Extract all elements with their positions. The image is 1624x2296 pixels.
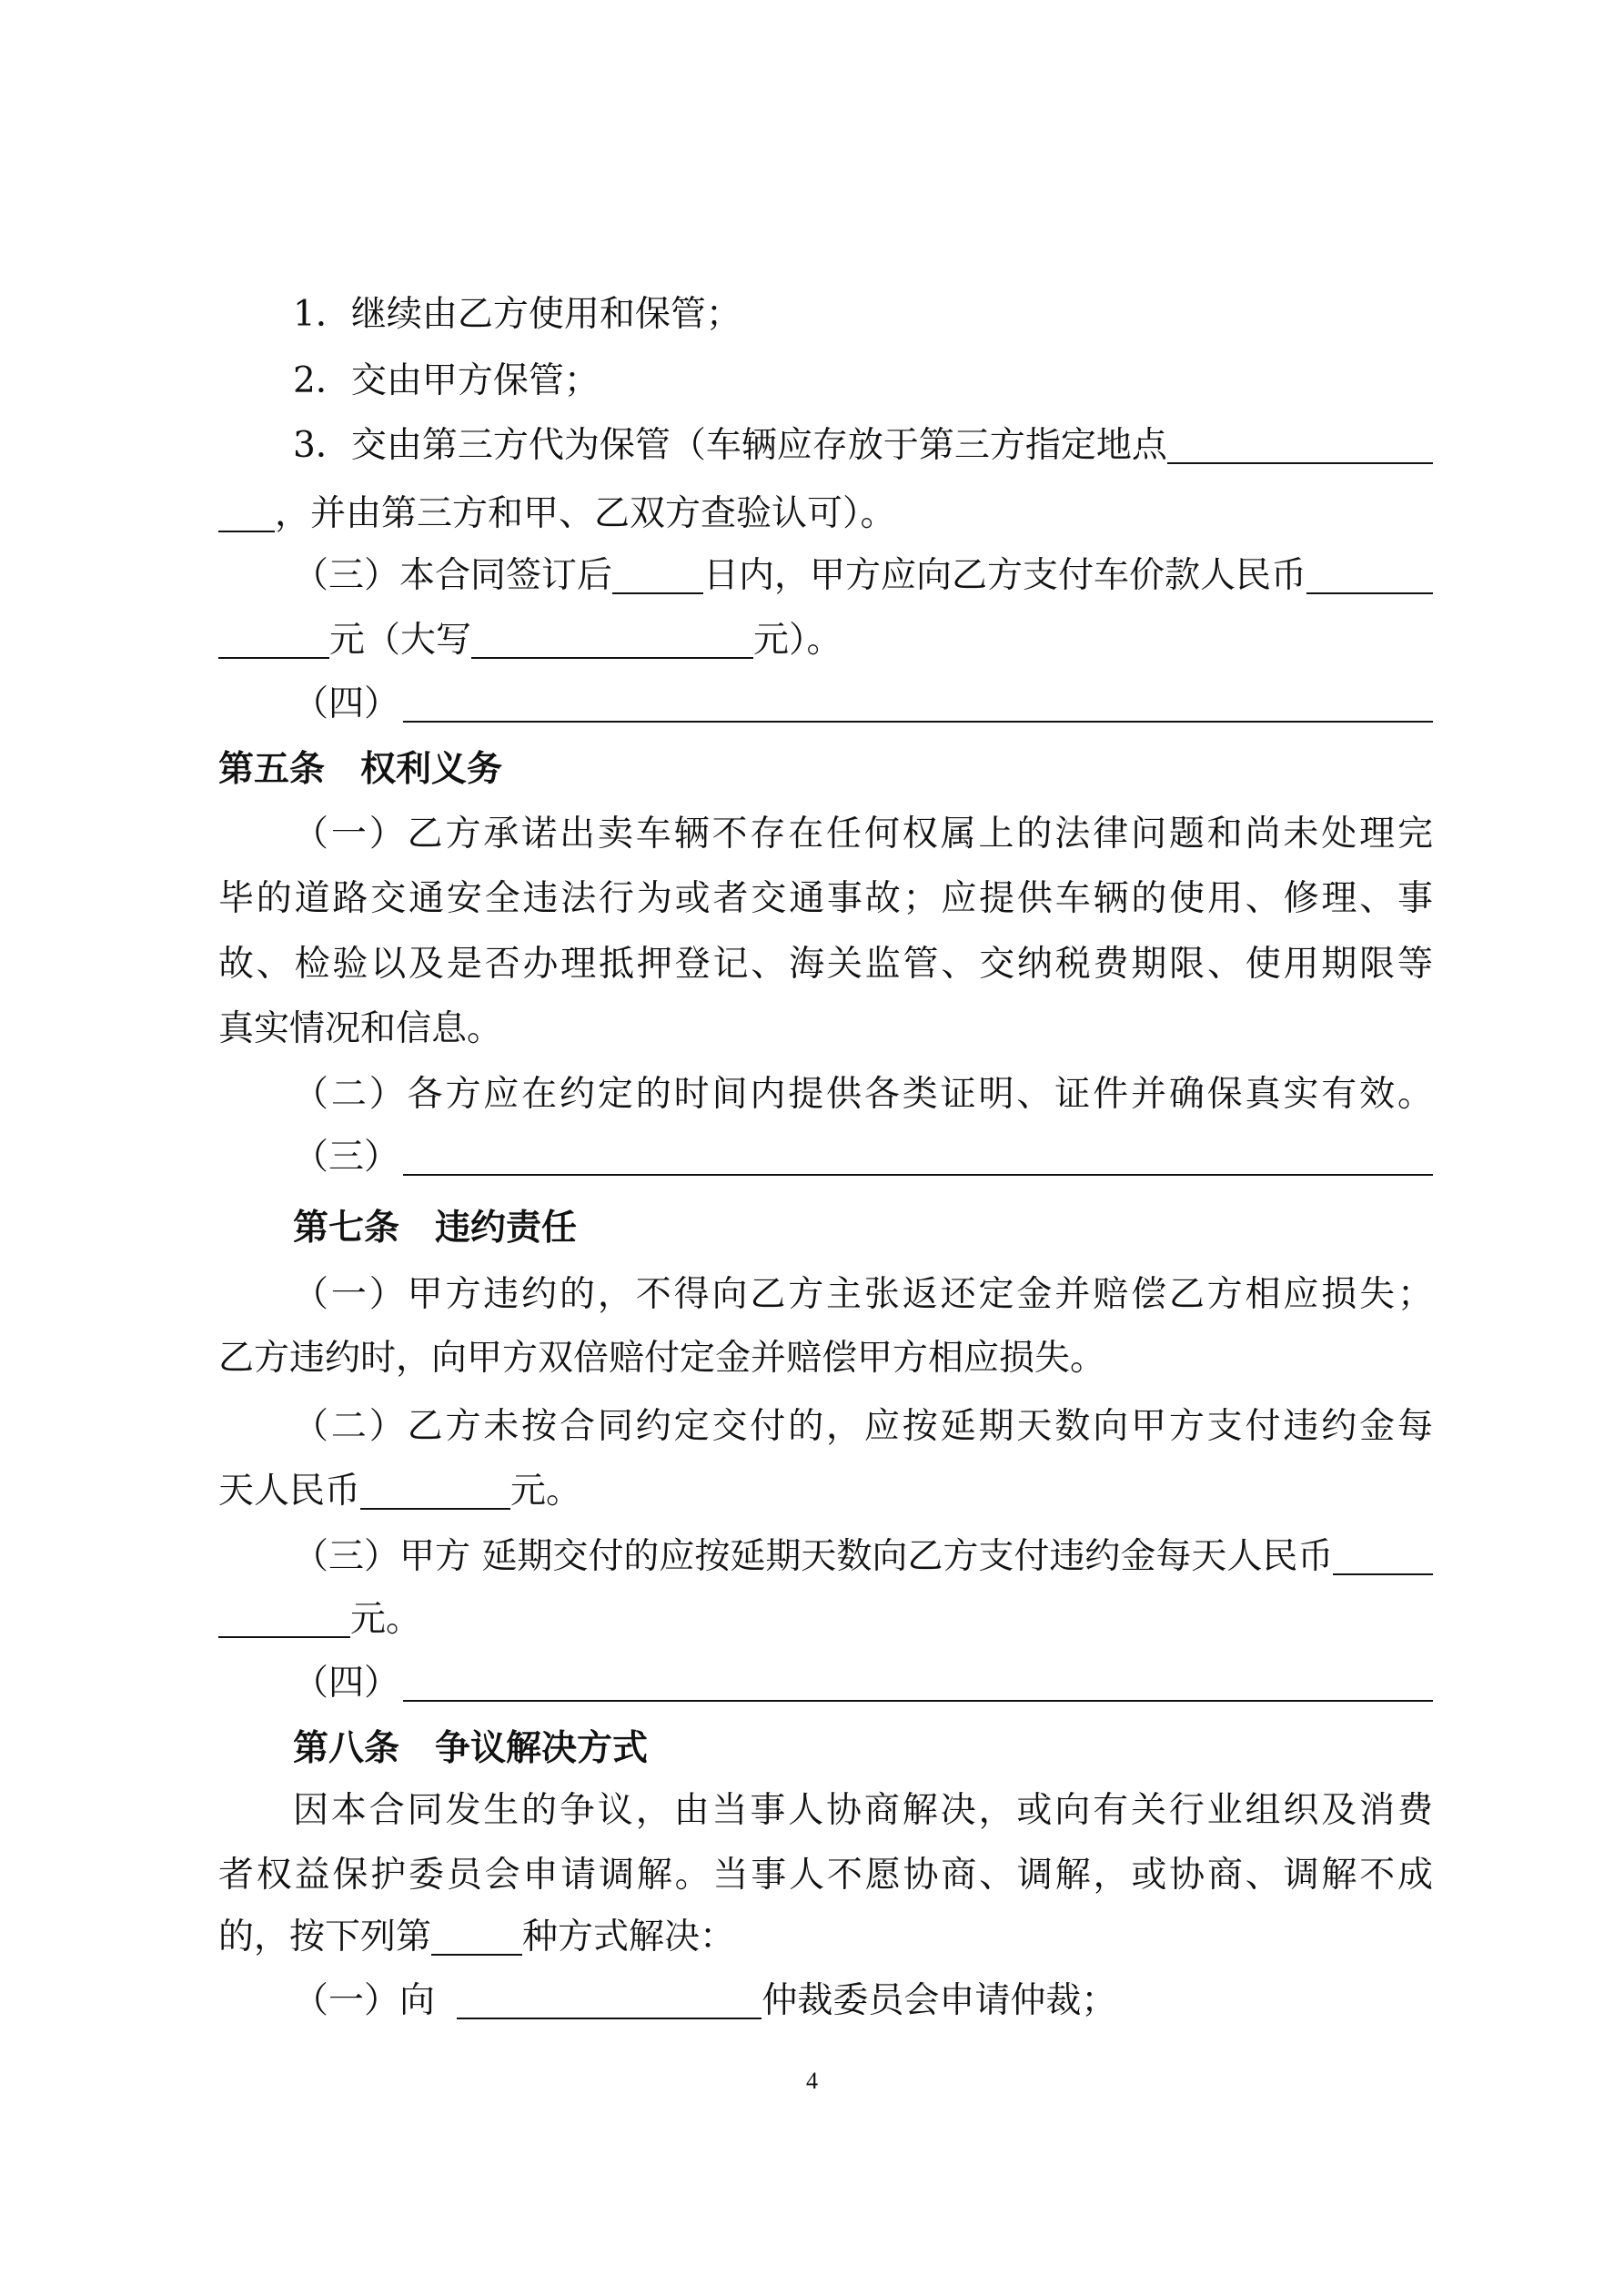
paragraph: （一）乙方承诺出卖车辆不存在任何权属上的法律问题和尚未处理完 (293, 814, 1433, 855)
clause-4-3-cont (218, 617, 1433, 664)
text: 3．交由第三方代为保管（车辆应存放于第三方指定地点 (293, 425, 1167, 466)
paragraph: 故、检验以及是否办理抵押登记、海关监管、交纳税费期限、使用期限等 (218, 944, 1433, 985)
paragraph: （二）乙方未按合同约定交付的，应按延期天数向甲方支付违约金每 (293, 1406, 1433, 1447)
heading: 第七条 违约责任 (293, 1208, 578, 1249)
penalty-blank[interactable] (360, 1472, 510, 1510)
item-3-cont (218, 491, 1433, 538)
paragraph: 毕的道路交通安全违法行为或者交通事故；应提供车辆的使用、修理、事 (218, 878, 1433, 919)
article-8-heading (293, 1725, 1433, 1773)
price-words-blank[interactable] (471, 621, 753, 659)
item-1 (293, 291, 1433, 339)
text: 元（大写 (329, 620, 472, 661)
fill-blank[interactable] (403, 684, 1433, 723)
price-blank[interactable] (1306, 556, 1433, 594)
arbitration-blank[interactable] (457, 1981, 762, 2019)
heading: 第八条 争议解决方式 (293, 1728, 649, 1769)
fill-blank[interactable] (403, 1138, 1433, 1176)
paragraph (218, 1335, 1433, 1382)
clause-4-3 (293, 552, 1433, 600)
text: 元。 (510, 1471, 582, 1512)
clause-8-1 (293, 1977, 1433, 2025)
text: （三）本合同签订后 (293, 555, 613, 596)
text: 2．交由甲方保管； (293, 360, 600, 401)
text: 仲裁委员会申请仲裁； (762, 1980, 1117, 2021)
fill-blank[interactable] (403, 1664, 1433, 1702)
price-blank[interactable] (218, 621, 329, 659)
days-blank[interactable] (612, 556, 703, 594)
clause-7-2-cont (218, 1468, 1433, 1515)
page-number: 4 (806, 2068, 818, 2094)
text: 乙方违约时，向甲方双倍赔付定金并赔偿甲方相应损失。 (218, 1338, 1106, 1379)
text: （三） (293, 1137, 400, 1178)
article-7-heading (293, 1205, 1433, 1252)
paragraph: （二）各方应在约定的时间内提供各类证明、证件并确保真实有效。 (293, 1074, 1433, 1115)
paragraph: 者权益保护委员会申请调解。当事人不愿协商、调解，或协商、调解不成 (218, 1855, 1433, 1896)
paragraph: 因本合同发生的争议，由当事人协商解决，或向有关行业组织及消费 (293, 1790, 1433, 1831)
text: ，并由第三方和甲、乙双方查验认可）。 (275, 493, 896, 534)
clause-7-3 (293, 1533, 1433, 1581)
text: 种方式解决： (522, 1917, 736, 1957)
text: （三）甲方 延期交付的应按延期天数向乙方支付违约金每天人民币 (293, 1536, 1334, 1577)
clause-7-3-cont (218, 1596, 1433, 1644)
item-2 (293, 358, 1433, 405)
text: 天人民币 (218, 1471, 361, 1512)
text: 1．继续由乙方使用和保管； (293, 294, 741, 335)
text: 元）。 (753, 620, 842, 661)
clause-7-4 (293, 1660, 1433, 1707)
text: 元。 (350, 1599, 422, 1640)
fill-blank[interactable] (218, 494, 275, 532)
text: 日内，甲方应向乙方支付车价款人民币 (703, 555, 1307, 596)
text: （四） (293, 683, 400, 724)
clause-4-4 (293, 681, 1433, 728)
text: （一）向 (293, 1980, 447, 2021)
article-5-heading (218, 746, 1433, 794)
clause-5-3 (293, 1134, 1433, 1181)
paragraph (218, 1006, 1433, 1053)
clause-8-choice (218, 1914, 1433, 1961)
paragraph: （一）甲方违约的，不得向乙方主张返还定金并赔偿乙方相应损失； (293, 1274, 1433, 1315)
fill-blank[interactable] (1167, 426, 1433, 464)
text: 的，按下列第 (218, 1917, 432, 1957)
heading: 第五条 权利义务 (218, 749, 503, 790)
penalty-blank[interactable] (218, 1600, 350, 1638)
text: （四） (293, 1663, 400, 1704)
item-3 (293, 422, 1433, 470)
text: 真实情况和信息。 (218, 1008, 503, 1049)
method-blank[interactable] (431, 1917, 522, 1956)
penalty-blank[interactable] (1333, 1537, 1433, 1575)
